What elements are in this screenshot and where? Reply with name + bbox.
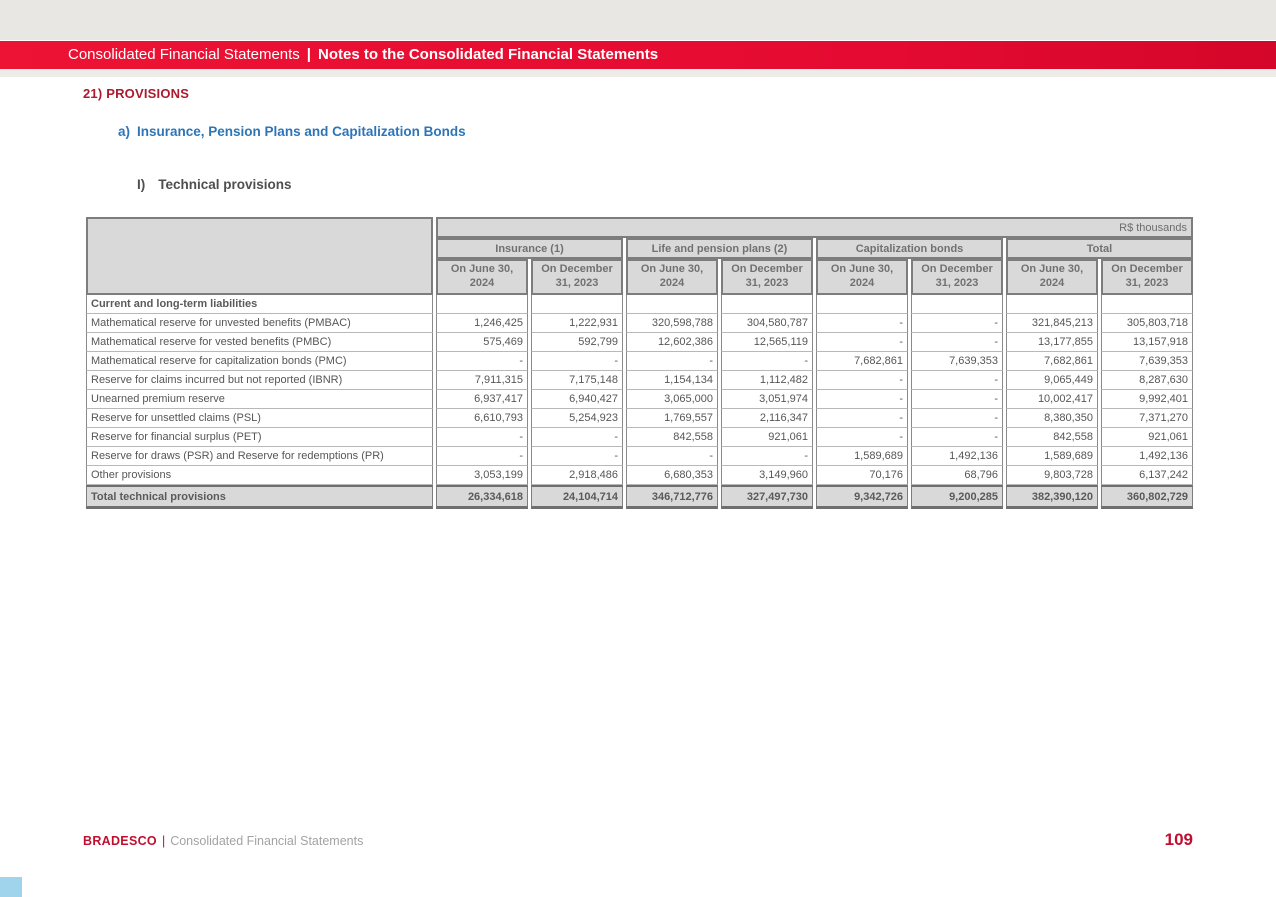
total-cell-value: 360,802,729 — [1101, 485, 1193, 509]
cell-value: 7,371,270 — [1101, 409, 1193, 428]
cell-value: 592,799 — [531, 333, 623, 352]
cell-value: 320,598,788 — [626, 314, 718, 333]
page-number: 109 — [1164, 830, 1193, 849]
cell-value: 1,154,134 — [626, 371, 718, 390]
cell-value: 9,803,728 — [1006, 466, 1098, 485]
cell-value: 575,469 — [436, 333, 528, 352]
cell-value: - — [911, 314, 1003, 333]
cell-value: - — [721, 447, 813, 466]
cell-value: 2,116,347 — [721, 409, 813, 428]
cell-value: 921,061 — [1101, 428, 1193, 447]
cell-value: - — [816, 409, 908, 428]
cell-value: 1,112,482 — [721, 371, 813, 390]
cell-value: 842,558 — [626, 428, 718, 447]
total-row — [86, 485, 1193, 509]
cell-value: - — [436, 352, 528, 371]
cell-value: 6,937,417 — [436, 390, 528, 409]
cell-value: 304,580,787 — [721, 314, 813, 333]
cell-value: 2,918,486 — [531, 466, 623, 485]
cell-value: 1,492,136 — [1101, 447, 1193, 466]
table-row — [86, 352, 1193, 371]
cell-value: 6,680,353 — [626, 466, 718, 485]
total-cell-value: 9,342,726 — [816, 485, 908, 509]
cell-value: 68,796 — [911, 466, 1003, 485]
period-header: On December 31, 2023 — [721, 259, 813, 295]
cell-value: 1,222,931 — [531, 314, 623, 333]
cell-value: 12,602,386 — [626, 333, 718, 352]
cell-value: - — [816, 371, 908, 390]
cell-value: 3,053,199 — [436, 466, 528, 485]
cell-value: - — [816, 390, 908, 409]
cell-value: 70,176 — [816, 466, 908, 485]
footer — [83, 830, 1193, 849]
corner-accent-square — [0, 877, 22, 897]
cell-value: 10,002,417 — [1006, 390, 1098, 409]
cell-value: - — [531, 352, 623, 371]
cell-value: 7,639,353 — [1101, 352, 1193, 371]
period-header: On June 30, 2024 — [816, 259, 908, 295]
cell-value: 305,803,718 — [1101, 314, 1193, 333]
table-row — [86, 333, 1193, 352]
table-row — [86, 390, 1193, 409]
row-label: Other provisions — [86, 466, 433, 485]
row-label: Unearned premium reserve — [86, 390, 433, 409]
top-strip — [0, 0, 1276, 40]
cell-value: - — [626, 447, 718, 466]
banner-breadcrumb: Consolidated Financial Statements — [68, 46, 300, 63]
header-banner — [0, 41, 1276, 69]
cell-value: - — [911, 428, 1003, 447]
table-row — [86, 466, 1193, 485]
subsection-prefix: a) — [118, 124, 131, 139]
unit-row — [86, 217, 1193, 238]
item-title: Technical provisions — [158, 177, 292, 192]
group-header-life-pension: Life and pension plans (2) — [626, 238, 813, 259]
cell-value: 9,065,449 — [1006, 371, 1098, 390]
cell-value: 1,589,689 — [816, 447, 908, 466]
table-row — [86, 371, 1193, 390]
cell-value: 7,682,861 — [816, 352, 908, 371]
cell-value: 6,940,427 — [531, 390, 623, 409]
cell-value: - — [626, 352, 718, 371]
row-label: Reserve for claims incurred but not reported (IBNR) — [86, 371, 433, 390]
unit-label: R$ thousands — [436, 217, 1193, 238]
period-header: On December 31, 2023 — [1101, 259, 1193, 295]
item-prefix: I) — [137, 177, 146, 192]
cell-value: 321,845,213 — [1006, 314, 1098, 333]
cell-value: 842,558 — [1006, 428, 1098, 447]
cell-value: 7,175,148 — [531, 371, 623, 390]
cell-value: - — [911, 371, 1003, 390]
banner-title: Notes to the Consolidated Financial Statements — [318, 46, 659, 63]
period-header: On June 30, 2024 — [626, 259, 718, 295]
cell-value: 13,177,855 — [1006, 333, 1098, 352]
cell-value: 9,992,401 — [1101, 390, 1193, 409]
footer-separator: | — [161, 834, 166, 848]
total-cell-value: 9,200,285 — [911, 485, 1003, 509]
technical-provisions-table — [83, 217, 1196, 509]
cell-value: 1,492,136 — [911, 447, 1003, 466]
cell-value: - — [911, 333, 1003, 352]
cell-value: - — [911, 390, 1003, 409]
cell-value: 1,246,425 — [436, 314, 528, 333]
total-cell-value: 24,104,714 — [531, 485, 623, 509]
cell-value: - — [436, 428, 528, 447]
group-header-capitalization: Capitalization bonds — [816, 238, 1003, 259]
cell-value: 7,639,353 — [911, 352, 1003, 371]
row-label: Mathematical reserve for unvested benefits (PMBAC) — [86, 314, 433, 333]
cell-value: - — [816, 314, 908, 333]
table-row — [86, 447, 1193, 466]
cell-value: 7,682,861 — [1006, 352, 1098, 371]
period-header: On June 30, 2024 — [1006, 259, 1098, 295]
cell-value: 8,380,350 — [1006, 409, 1098, 428]
period-header: On December 31, 2023 — [911, 259, 1003, 295]
subsection-heading — [118, 124, 466, 139]
cell-value: 12,565,119 — [721, 333, 813, 352]
banner-under-strip — [0, 69, 1276, 77]
cell-value: 921,061 — [721, 428, 813, 447]
item-heading — [137, 177, 292, 192]
cell-value: 6,610,793 — [436, 409, 528, 428]
period-header: On June 30, 2024 — [436, 259, 528, 295]
total-cell-value: 327,497,730 — [721, 485, 813, 509]
table-row — [86, 409, 1193, 428]
cell-value: 6,137,242 — [1101, 466, 1193, 485]
section-row-label: Current and long-term liabilities — [86, 295, 433, 314]
total-cell-value: 26,334,618 — [436, 485, 528, 509]
row-label: Reserve for unsettled claims (PSL) — [86, 409, 433, 428]
cell-value: - — [531, 447, 623, 466]
row-label: Reserve for financial surplus (PET) — [86, 428, 433, 447]
cell-value: - — [436, 447, 528, 466]
period-header: On December 31, 2023 — [531, 259, 623, 295]
cell-value: 7,911,315 — [436, 371, 528, 390]
cell-value: - — [816, 333, 908, 352]
cell-value: 13,157,918 — [1101, 333, 1193, 352]
group-header-total: Total — [1006, 238, 1193, 259]
cell-value: 1,589,689 — [1006, 447, 1098, 466]
row-label: Mathematical reserve for vested benefits (PMBC) — [86, 333, 433, 352]
total-cell-value: 346,712,776 — [626, 485, 718, 509]
cell-value: - — [816, 428, 908, 447]
cell-value: - — [911, 409, 1003, 428]
cell-value: 3,065,000 — [626, 390, 718, 409]
cell-value: - — [531, 428, 623, 447]
cell-value: 3,051,974 — [721, 390, 813, 409]
banner-separator: | — [306, 46, 311, 63]
footer-doc-title: Consolidated Financial Statements — [170, 834, 364, 848]
footer-brand: BRADESCO — [83, 834, 157, 848]
section-row — [86, 295, 1193, 314]
cell-value: 1,769,557 — [626, 409, 718, 428]
table-row — [86, 314, 1193, 333]
total-row-label: Total technical provisions — [86, 485, 433, 509]
cell-value: 8,287,630 — [1101, 371, 1193, 390]
cell-value: 3,149,960 — [721, 466, 813, 485]
section-heading: 21) PROVISIONS — [83, 86, 190, 101]
row-label: Mathematical reserve for capitalization bonds (PMC) — [86, 352, 433, 371]
table-row — [86, 428, 1193, 447]
group-header-insurance: Insurance (1) — [436, 238, 623, 259]
total-cell-value: 382,390,120 — [1006, 485, 1098, 509]
cell-value: 5,254,923 — [531, 409, 623, 428]
subsection-title: Insurance, Pension Plans and Capitalization Bonds — [137, 124, 466, 139]
header-corner-cell — [86, 217, 433, 295]
row-label: Reserve for draws (PSR) and Reserve for redemptions (PR) — [86, 447, 433, 466]
cell-value: - — [721, 352, 813, 371]
